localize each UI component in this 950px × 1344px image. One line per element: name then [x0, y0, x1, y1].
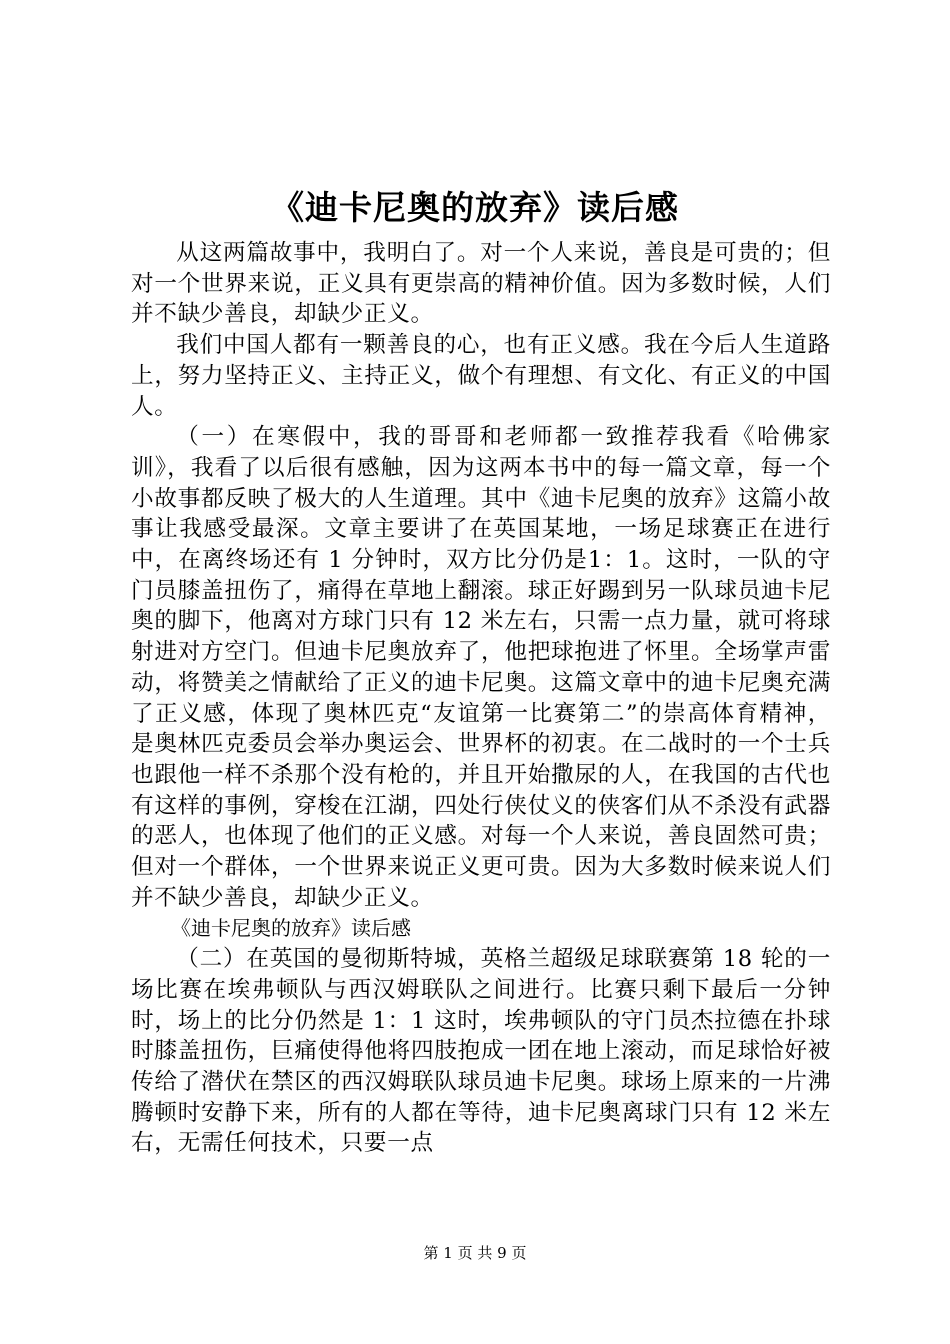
paragraph: 我们中国人都有一颗善良的心，也有正义感。我在今后人生道路上，努力坚持正义、主持正义，做个有理想、有文化、有正义的中国人。 — [131, 332, 831, 420]
paragraph: （二）在英国的曼彻斯特城，英格兰超级足球联赛第 18 轮的一场比赛在埃弗顿队与西汉姆联队之间进行。比赛只剩下最后一分钟时，场上的比分仍然是 1：1 这时，埃弗顿队的守门员杰拉德在扑球时膝盖扭伤，巨痛使得他将四肢抱成一团在地上滚动，而足球恰好被传给了潜伏在禁区的西汉姆联队球员迪卡尼奥。球场上原来的一片沸腾顿时安静下来，所有的人都在等待，迪卡尼奥离球门只有 12 米左右，无需任何技术，只要一点 — [131, 946, 831, 1157]
document-body — [131, 238, 831, 1159]
paragraph: 从这两篇故事中，我明白了。对一个人来说，善良是可贵的；但对一个世界来说，正义具有更崇高的精神价值。因为多数时候，人们并不缺少善良，却缺少正义。 — [131, 240, 831, 328]
document-title: 《迪卡尼奥的放弃》读后感 — [271, 188, 679, 227]
paragraph: （一）在寒假中，我的哥哥和老师都一致推荐我看《哈佛家训》，我看了以后很有感触，因为这两本书中的每一篇文章，每一个小故事都反映了极大的人生道理。其中《迪卡尼奥的放弃》这篇小故事让我感受最深。文章主要讲了在英国某地，一场足球赛正在进行中，在离终场还有 1 分钟时，双方比分仍是1：1。这时，一队的守门员膝盖扭伤了，痛得在草地上翻滚。球正好踢到另一队球员迪卡尼奥的脚下，他离对方球门只有 12 米左右，只需一点力量，就可将球射进对方空门。但迪卡尼奥放弃了，他把球抱进了怀里。全场掌声雷动，将赞美之情献给了正义的迪卡尼奥。这篇文章中的迪卡尼奥充满了正义感，体现了奥林匹克“友谊第一比赛第二”的崇高体育精神，是奥林匹克委员会举办奥运会、世界杯的初衷。在二战时的一个士兵也跟他一样不杀那个没有枪的，并且开始撒尿的人，在我国的古代也有这样的事例，穿梭在江湖，四处行侠仗义的侠客们从不杀没有武器的恶人，也体现了他们的正义感。对每一个人来说，善良固然可贵；但对一个群体，一个世界来说正义更可贵。因为大多数时候来说人们并不缺少善良，却缺少正义。 — [131, 424, 831, 911]
page-number-footer: 第 1 页 共 9 页 — [423, 1244, 527, 1262]
section-heading: 《迪卡尼奥的放弃》读后感 — [171, 916, 411, 941]
